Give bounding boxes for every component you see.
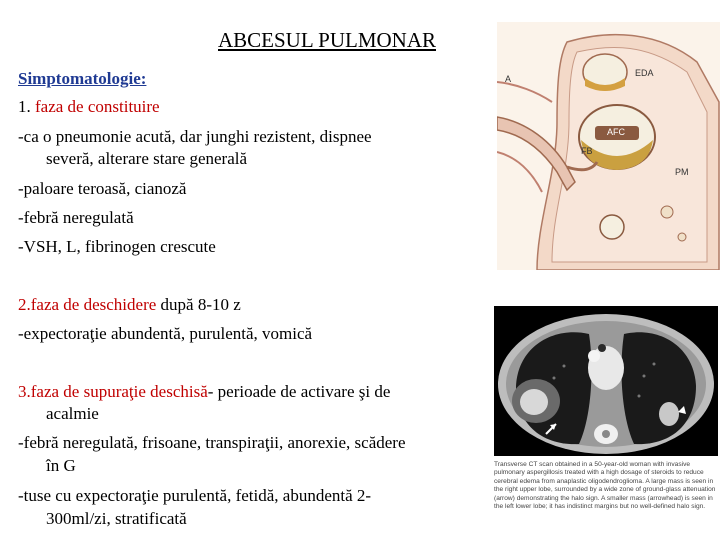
illus-label-a: A <box>505 74 512 84</box>
phase2-heading: 2.faza de deschidere după 8-10 z <box>18 295 241 314</box>
phase1-line1: -ca o pneumonie acută, dar junghi rezistent, dispnee <box>18 127 372 146</box>
symptoms-heading: Simptomatologie: <box>18 69 147 88</box>
phase3-line1b: în G <box>46 456 76 475</box>
illus-label-eda: EDA <box>635 68 654 78</box>
phase3-line1: -febră neregulată, frisoane, transpiraţii, anorexie, scădere <box>18 433 406 452</box>
phase1-line4: -VSH, L, fibrinogen crescute <box>18 237 216 256</box>
phase1-line3: -febră neregulată <box>18 208 134 227</box>
phase2-line1: -expectoraţie abundentă, purulentă, vomică <box>18 324 313 343</box>
phase3-line2b: 300ml/zi, stratificată <box>46 509 187 528</box>
page-title: ABCESUL PULMONAR <box>218 28 436 52</box>
lung-abscess-illustration <box>497 22 720 270</box>
ct-scan-drawing <box>494 306 718 456</box>
phase1-line2: -paloare teroasă, cianoză <box>18 179 187 198</box>
phase3-line2: -tuse cu expectoraţie purulentă, fetidă, abundentă 2- <box>18 486 372 505</box>
ct-caption: Transverse CT scan obtained in a 50-year-old woman with invasive pulmonary aspergillosis treated with a high dosage of steroids to reduce cerebral edema from anaplastic oligodendroglioma. A large mass is seen in the right upper lobe, surrounded by a wide zone of ground-glass attenuation (arrow) demonstrating the halo sign. A smaller mass (arrowhead) is seen in the left lower lobe; it has indistinct margins but no well-defined halo sign. <box>494 461 716 511</box>
phase3-heading: 3.faza de supuraţie deschisă- perioade de activare şi de <box>18 382 391 401</box>
phase1-heading: 1. faza de constituire <box>18 97 160 116</box>
illustration-drawing <box>497 22 720 270</box>
phase3-suffix2: acalmie <box>46 404 99 423</box>
illus-label-fb: FB <box>581 146 593 156</box>
illus-label-pm: PM <box>675 167 689 177</box>
illus-label-afc: AFC <box>607 127 625 137</box>
phase1-line1b: severă, alterare stare generală <box>46 149 248 168</box>
ct-scan-image <box>494 306 718 456</box>
